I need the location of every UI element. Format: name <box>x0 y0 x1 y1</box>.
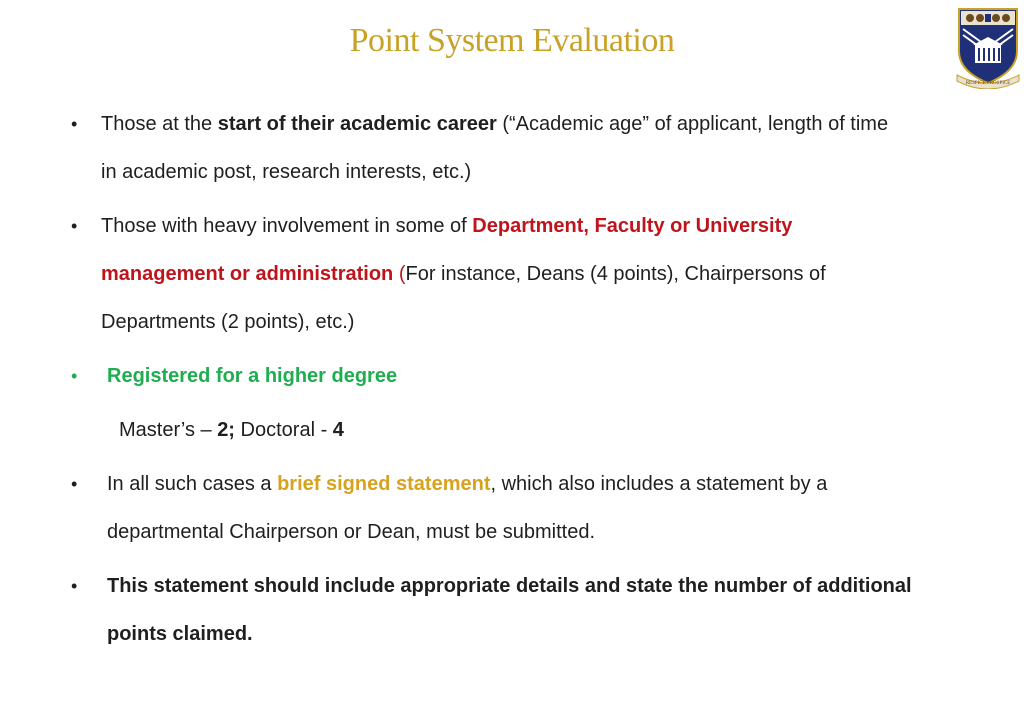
bullet-dot: • <box>71 216 78 236</box>
emphasis-red: management or administration <box>101 263 394 285</box>
bullet-dot: • <box>71 114 78 134</box>
text-segment: Doctoral - <box>234 419 333 441</box>
emphasis-gold: brief signed statement <box>277 473 491 495</box>
emphasis-red: Department, Faculty or University <box>472 215 793 237</box>
bullet-4-line-1 <box>107 472 827 496</box>
bullet-dot: • <box>71 576 78 596</box>
svg-text:RESPICE PROSPICE: RESPICE PROSPICE <box>965 81 1011 86</box>
text-segment: For instance, Deans (4 points), Chairpersons of <box>405 263 826 285</box>
bullet-dot: • <box>71 366 78 386</box>
degree-points-line <box>119 418 344 442</box>
masters-points: 2; <box>217 419 235 441</box>
bullet-dot: • <box>71 474 78 494</box>
text-segment: , which also includes a statement by a <box>490 473 828 495</box>
bullet-2-line-3: Departments (2 points), etc.) <box>101 311 355 333</box>
emphasis-green: Registered for a higher degree <box>107 365 398 387</box>
text-segment: In all such cases a <box>107 473 278 495</box>
bullet-1-line-2: in academic post, research interests, etc.) <box>101 161 472 183</box>
bullet-2-line-2 <box>101 262 826 286</box>
text-segment: Those with heavy involvement in some of <box>101 215 473 237</box>
bullet-1-line-1 <box>101 112 888 136</box>
emphasis-bold: start of their academic career <box>217 113 497 135</box>
bullet-5-line-1: This statement should include appropriate details and state the number of additional <box>107 575 912 597</box>
bullet-5-line-2: points claimed. <box>107 623 253 645</box>
slide-title: Point System Evaluation <box>349 22 675 59</box>
text-segment: Master’s – <box>119 419 218 441</box>
bullet-2-line-1 <box>101 214 792 238</box>
text-segment: (“Academic age” of applicant, length of time <box>496 113 889 135</box>
paren-red: ( <box>393 263 406 285</box>
bullet-3-line-1 <box>107 364 397 388</box>
bullet-4-line-2: departmental Chairperson or Dean, must be submitted. <box>107 521 596 543</box>
doctoral-points: 4 <box>332 419 344 441</box>
text-segment: Those at the <box>101 113 218 135</box>
